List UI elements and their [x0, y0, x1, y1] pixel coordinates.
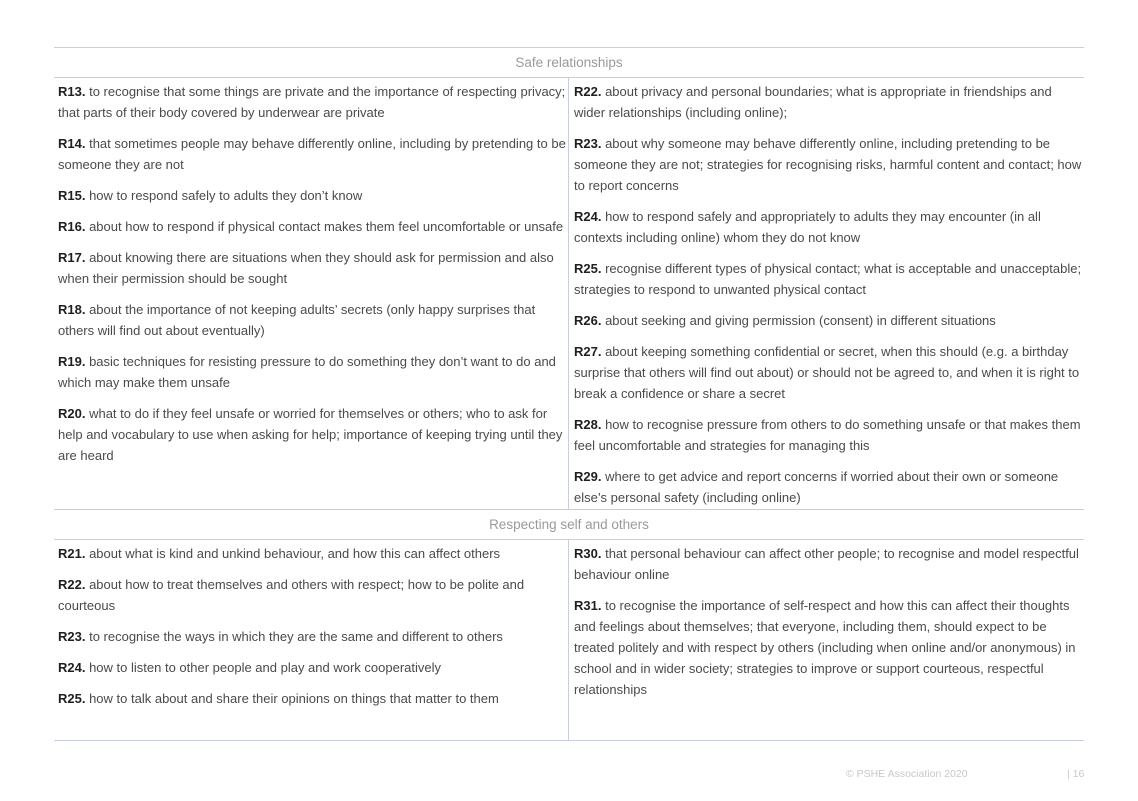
- objective-text: about the importance of not keeping adults’ secrets (only happy surprises that others will find out about eventually): [58, 302, 536, 338]
- objective-code: R23.: [58, 629, 86, 644]
- objective-item: [58, 351, 568, 393]
- curriculum-table: [54, 47, 1084, 741]
- objective-text: that sometimes people may behave differently online, including by pretending to be someone they are not: [58, 136, 566, 172]
- objective-code: R13.: [58, 84, 86, 99]
- table-bottom-border: [54, 740, 1084, 741]
- objective-text: to recognise the ways in which they are the same and different to others: [85, 629, 503, 644]
- objective-code: R20.: [58, 406, 86, 421]
- left-column: [54, 540, 569, 740]
- objective-code: R17.: [58, 250, 86, 265]
- objective-text: about how to treat themselves and others with respect; how to be polite and courteous: [58, 577, 525, 613]
- objective-code: R16.: [58, 219, 86, 234]
- right-column: [569, 540, 1084, 740]
- section-respecting-self-and-others: [54, 509, 1084, 740]
- objective-code: R19.: [58, 354, 86, 369]
- objective-item: [58, 626, 568, 647]
- objective-item: [58, 133, 568, 175]
- objective-code: R24.: [58, 660, 86, 675]
- objective-code: R23.: [574, 136, 602, 151]
- objective-item: [58, 247, 568, 289]
- objective-item: [574, 543, 1084, 585]
- section-safe-relationships: [54, 48, 1084, 509]
- objective-item: [574, 466, 1084, 508]
- objective-code: R28.: [574, 417, 602, 432]
- objective-code: R21.: [58, 546, 86, 561]
- objective-item: [574, 258, 1084, 300]
- objective-code: R22.: [58, 577, 86, 592]
- objective-item: [574, 414, 1084, 456]
- objective-text: how to listen to other people and play and work cooperatively: [85, 660, 442, 675]
- copyright-footer: © PSHE Association 2020: [846, 768, 968, 780]
- objective-text: where to get advice and report concerns if worried about their own or someone else’s personal safety (including online): [574, 469, 1059, 505]
- left-column: [54, 78, 569, 509]
- objective-item: [58, 299, 568, 341]
- objective-text: basic techniques for resisting pressure to do something they don’t want to do and which may make them unsafe: [58, 354, 556, 390]
- objective-text: about how to respond if physical contact makes them feel uncomfortable or unsafe: [85, 219, 564, 234]
- objective-code: R14.: [58, 136, 86, 151]
- objective-item: [58, 403, 568, 466]
- section-body: [54, 540, 1084, 740]
- objective-item: [58, 657, 568, 678]
- objective-code: R25.: [574, 261, 602, 276]
- right-column: [569, 78, 1084, 509]
- objective-text: how to respond safely and appropriately to adults they may encounter (in all contexts including online) whom they do not know: [574, 209, 1041, 245]
- objective-code: R22.: [574, 84, 602, 99]
- objective-text: what to do if they feel unsafe or worried for themselves or others; who to ask for help and vocabulary to use when asking for help; importance of keeping trying until they are heard: [58, 406, 563, 463]
- objective-item: [58, 216, 568, 237]
- objective-text: about what is kind and unkind behaviour, and how this can affect others: [85, 546, 501, 561]
- objective-item: [58, 81, 568, 123]
- objective-code: R15.: [58, 188, 86, 203]
- objective-text: how to talk about and share their opinions on things that matter to them: [85, 691, 499, 706]
- objective-code: R25.: [58, 691, 86, 706]
- objective-code: R18.: [58, 302, 86, 317]
- objective-item: [574, 595, 1084, 700]
- objective-item: [574, 310, 1084, 331]
- objective-text: about knowing there are situations when they should ask for permission and also when their permission should be sought: [58, 250, 554, 286]
- objective-item: [574, 341, 1084, 404]
- objective-text: about seeking and giving permission (consent) in different situations: [601, 313, 996, 328]
- section-title: Safe relationships: [54, 48, 1084, 78]
- objective-text: to recognise that some things are private and the importance of respecting privacy; that parts of their body covered by underwear are private: [58, 84, 566, 120]
- objective-code: R29.: [574, 469, 602, 484]
- objective-item: [58, 543, 568, 564]
- objective-code: R24.: [574, 209, 602, 224]
- objective-code: R30.: [574, 546, 602, 561]
- objective-text: about privacy and personal boundaries; what is appropriate in friendships and wider relationships (including online);: [574, 84, 1052, 120]
- objective-text: about why someone may behave differently online, including pretending to be someone they are not; strategies for recognising risks, harmful content and contact; how to report concerns: [574, 136, 1082, 193]
- objective-text: how to recognise pressure from others to do something unsafe or that makes them feel uncomfortable and strategies for managing this: [574, 417, 1081, 453]
- objective-text: recognise different types of physical contact; what is acceptable and unacceptable; strategies to respond to unwanted physical contact: [574, 261, 1082, 297]
- objective-text: about keeping something confidential or secret, when this should (e.g. a birthday surprise that others will find out about) or should not be agreed to, and when it is right to break a confidence or share a secret: [574, 344, 1080, 401]
- objective-code: R26.: [574, 313, 602, 328]
- objective-code: R31.: [574, 598, 602, 613]
- objective-item: [574, 206, 1084, 248]
- section-body: [54, 78, 1084, 509]
- objective-item: [574, 133, 1084, 196]
- objective-item: [58, 574, 568, 616]
- objective-text: how to respond safely to adults they don’t know: [85, 188, 363, 203]
- objective-item: [58, 185, 568, 206]
- page-number: | 16: [1067, 768, 1085, 780]
- objective-text: that personal behaviour can affect other people; to recognise and model respectful behaviour online: [574, 546, 1079, 582]
- objective-text: to recognise the importance of self-respect and how this can affect their thoughts and feelings about themselves; that everyone, including them, should expect to be treated politely and with respect by others (including when online and/or anonymous) in school and in wider society; strategies to improve or support courteous, respectful relationships: [574, 598, 1076, 697]
- objective-item: [58, 688, 568, 709]
- objective-item: [574, 81, 1084, 123]
- objective-code: R27.: [574, 344, 602, 359]
- section-title: Respecting self and others: [54, 509, 1084, 540]
